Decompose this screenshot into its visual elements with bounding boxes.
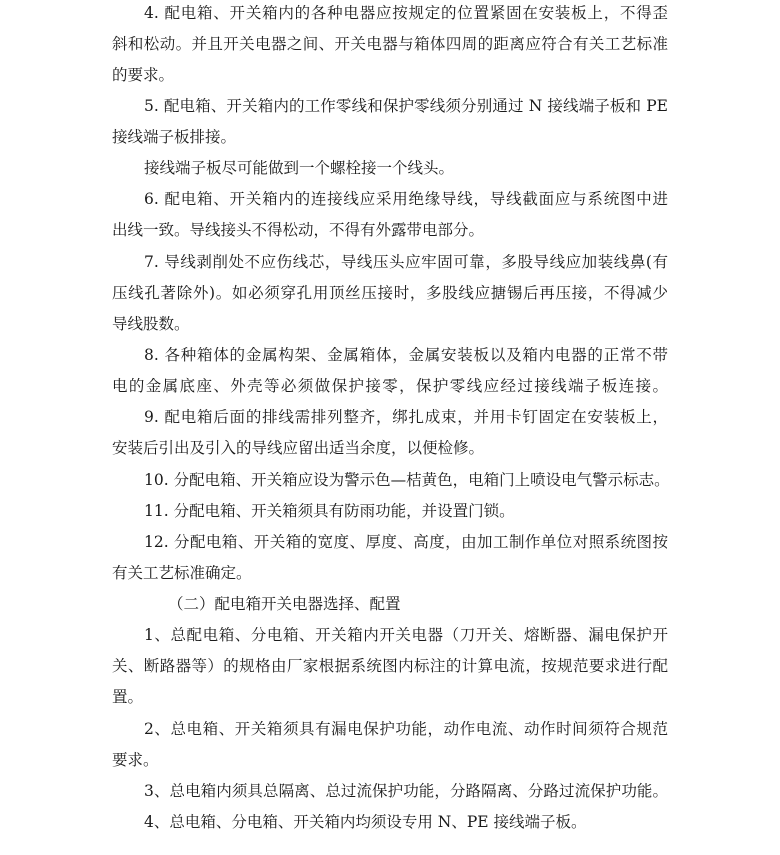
text-line: 有关工艺标准确定。 xyxy=(112,564,252,582)
text-line: 接线端子板尽可能做到一个螺栓接一个线头。 xyxy=(144,159,455,177)
text-line: 8. 各种箱体的金属构架、金属箱体，金属安装板以及箱内电器的正常不带 xyxy=(144,346,668,364)
text-line: 10. 分配电箱、开关箱应设为警示色—桔黄色，电箱门上喷设电气警示标志。 xyxy=(144,471,670,489)
text-line: 出线一致。导线接头不得松动，不得有外露带电部分。 xyxy=(112,221,485,239)
text-line: 电的金属底座、外壳等必须做保护接零，保护零线应经过接线端子板连接。 xyxy=(112,377,668,395)
text-line: 11. 分配电箱、开关箱须具有防雨功能，并设置门锁。 xyxy=(144,502,515,520)
text-line: 1、总配电箱、分电箱、开关箱内开关电器（刀开关、熔断器、漏电保护开 xyxy=(144,626,668,644)
text-line: 要求。 xyxy=(112,751,159,769)
text-line: 3、总电箱内须具总隔离、总过流保护功能，分路隔离、分路过流保护功能。 xyxy=(144,782,668,800)
text-line: 斜和松动。并且开关电器之间、开关电器与箱体四周的距离应符合有关工艺标准 xyxy=(112,35,668,53)
text-line: 导线股数。 xyxy=(112,315,190,333)
text-line: 4. 配电箱、开关箱内的各种电器应按规定的位置紧固在安装板上，不得歪 xyxy=(144,4,668,22)
text-line: 7. 导线剥削处不应伤线芯，导线压头应牢固可靠，多股导线应加装线鼻(有 xyxy=(144,253,668,271)
text-line: 安装后引出及引入的导线应留出适当余度，以便检修。 xyxy=(112,439,485,457)
text-line: 置。 xyxy=(112,688,144,706)
text-line: 4、总电箱、分电箱、开关箱内均须设专用 N、PE 接线端子板。 xyxy=(144,813,587,831)
text-line: 6. 配电箱、开关箱内的连接线应采用绝缘导线，导线截面应与系统图中进 xyxy=(144,190,668,208)
text-line: 12. 分配电箱、开关箱的宽度、厚度、高度，由加工制作单位对照系统图按 xyxy=(144,533,668,551)
text-line: 接线端子板排接。 xyxy=(112,128,237,146)
text-line: 关、断路器等）的规格由厂家根据系统图内标注的计算电流，按规范要求进行配 xyxy=(112,657,668,675)
text-line: 9. 配电箱后面的排线需排列整齐，绑扎成束，并用卡钉固定在安装板上， xyxy=(144,408,668,426)
text-line: 的要求。 xyxy=(112,66,175,84)
text-line: 2、总电箱、开关箱须具有漏电保护功能，动作电流、动作时间须符合规范 xyxy=(144,720,668,738)
section-heading: （二）配电箱开关电器选择、配置 xyxy=(168,595,401,613)
text-line: 5. 配电箱、开关箱内的工作零线和保护零线须分别通过 N 接线端子板和 PE xyxy=(144,97,668,115)
text-line: 压线孔著除外)。如必须穿孔用顶丝压接时，多股线应搪锡后再压接，不得减少 xyxy=(112,284,668,302)
